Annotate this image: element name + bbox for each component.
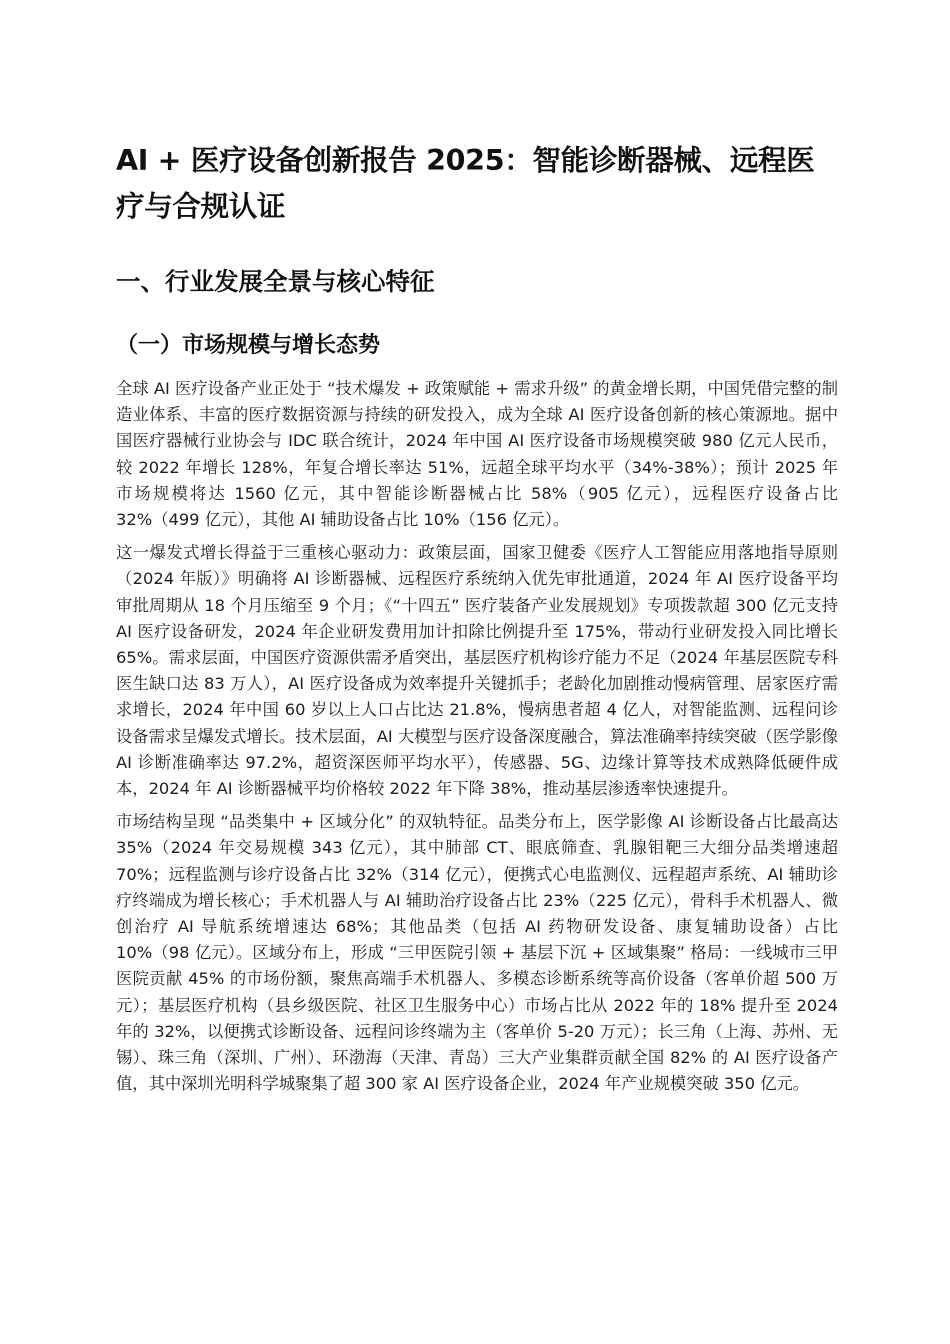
paragraph-market-structure: 市场结构呈现 “品类集中 + 区域分化” 的双轨特征。品类分布上，医学影像 AI 诊断设备占比最高达 35%（2024 年交易规模 343 亿元），其中肺部 CT、眼底筛查、乳腺钼靶三大细分品类增速超 70%；远程监测与诊疗设备占比 32%（314 亿元），便携式心电监测仪、远程超声系统、AI 辅助诊疗终端成为增长核心；手术机器人与 AI 辅助治疗设备占比 23%（225 亿元），骨科手术机器人、微创治疗 AI 导航系统增速达 68%；其他品类（包括 AI 药物研发设备、康复辅助设备）占比 10%（98 亿元）。区域分布上，形成 “三甲医院引领 + 基层下沉 + 区域集聚” 格局：一线城市三甲医院贡献 45% 的市场份额，聚焦高端手术机器人、多模态诊断系统等高价设备（客单价超 500 万元）；基层医疗机构（县乡级医院、社区卫生服务中心）市场占比从 2022 年的 18% 提升至 2024 年的 32%，以便携式诊断设备、远程问诊终端为主（客单价 5-20 万元）；长三角（上海、苏州、无锡）、珠三角（深圳、广州）、环渤海（天津、青岛）三大产业集群贡献全国 82% 的 AI 医疗设备产值，其中深圳光明科学城聚集了超 300 家 AI 医疗设备企业，2024 年产业规模突破 350 亿元。 bbox=[116, 812, 838, 1094]
subsection-heading: （一）市场规模与增长态势 bbox=[116, 333, 381, 358]
section-heading: 一、行业发展全景与核心特征 bbox=[116, 267, 435, 296]
paragraph-market-size: 全球 AI 医疗设备产业正处于 “技术爆发 + 政策赋能 + 需求升级” 的黄金增长期，中国凭借完整的制造业体系、丰富的医疗数据资源与持续的研发投入，成为全球 AI 医疗设备创新的核心策源地。据中国医疗器械行业协会与 IDC 联合统计，2024 年中国 AI 医疗设备市场规模突破 980 亿元人民币，较 2022 年增长 128%，年复合增长率达 51%，远超全球平均水平（34%-38%）；预计 2025 年市场规模将达 1560 亿元，其中智能诊断器械占比 58%（905 亿元），远程医疗设备占比 32%（499 亿元），其他 AI 辅助设备占比 10%（156 亿元）。 bbox=[116, 379, 838, 530]
document-title: AI + 医疗设备创新报告 2025：智能诊断器械、远程医疗与合规认证 bbox=[116, 144, 815, 223]
paragraph-growth-drivers: 这一爆发式增长得益于三重核心驱动力：政策层面，国家卫健委《医疗人工智能应用落地指导原则（2024 年版）》明确将 AI 诊断器械、远程医疗系统纳入优先审批通道，2024 年 AI 医疗设备平均审批周期从 18 个月压缩至 9 个月；《“十四五” 医疗装备产业发展规划》专项拨款超 300 亿元支持 AI 医疗设备研发，2024 年企业研发费用加计扣除比例提升至 175%，带动行业研发投入同比增长 65%。需求层面，中国医疗资源供需矛盾突出，基层医疗机构诊疗能力不足（2024 年基层医院专科医生缺口达 83 万人），AI 医疗设备成为效率提升关键抓手；老龄化加剧推动慢病管理、居家医疗需求增长，2024 年中国 60 岁以上人口占比达 21.8%，慢病患者超 4 亿人，对智能监测、远程问诊设备需求呈爆发式增长。技术层面，AI 大模型与医疗设备深度融合，算法准确率持续突破（医学影像 AI 诊断准确率达 97.2%，超资深医师平均水平），传感器、5G、边缘计算等技术成熟降低硬件成本，2024 年 AI 诊断器械平均价格较 2022 年下降 38%，推动基层渗透率快速提升。 bbox=[116, 543, 838, 799]
